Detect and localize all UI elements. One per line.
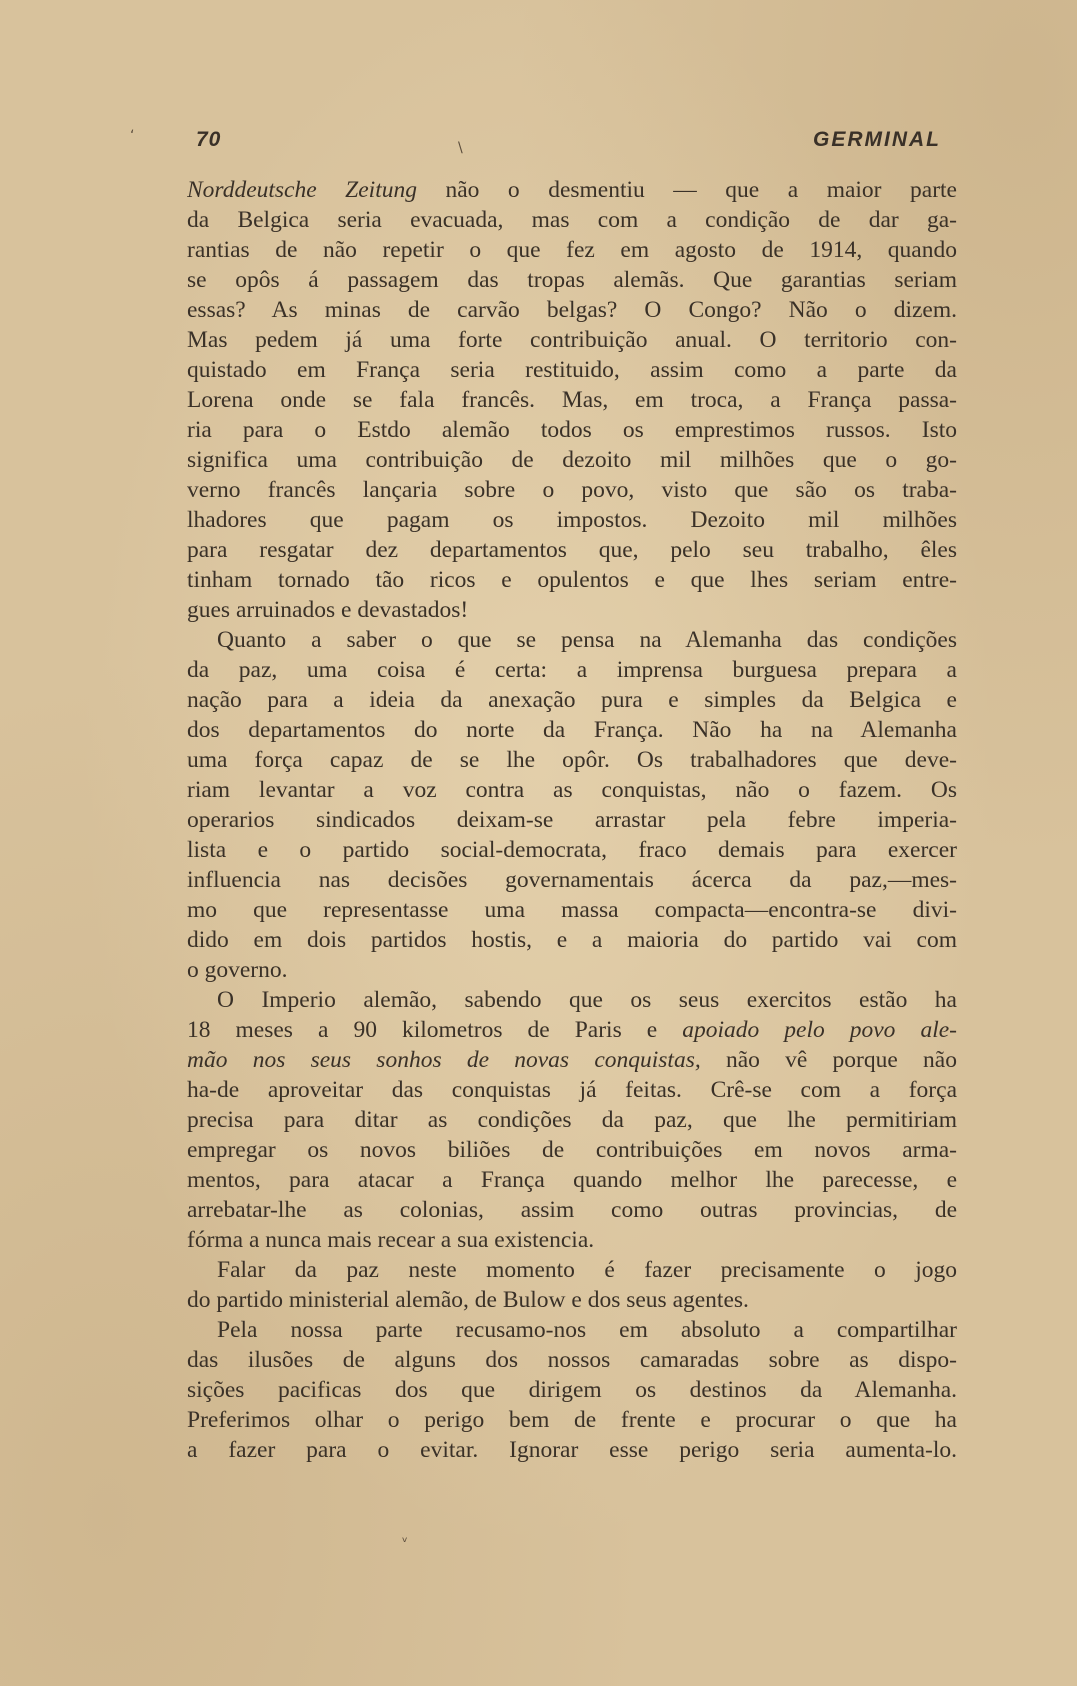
line-text: quistado em França seria restituido, assim como a parte da bbox=[187, 357, 957, 383]
text-line bbox=[187, 445, 957, 475]
line-text: Mas pedem já uma forte contribuição anual. O territorio con- bbox=[187, 327, 957, 353]
text-line bbox=[187, 1195, 957, 1225]
text-line bbox=[187, 535, 957, 565]
line-text: a fazer para o evitar. Ignorar esse perigo seria aumenta-lo. bbox=[187, 1437, 957, 1463]
text-line bbox=[187, 235, 957, 265]
text-line bbox=[187, 1345, 957, 1375]
text-line bbox=[187, 865, 957, 895]
line-text: das ilusões de alguns dos nossos camaradas sobre as dispo- bbox=[187, 1347, 957, 1373]
text-line bbox=[187, 1225, 957, 1255]
text-line bbox=[187, 565, 957, 595]
text-line bbox=[187, 205, 957, 235]
text-line bbox=[187, 1315, 957, 1345]
text-line bbox=[187, 1285, 957, 1315]
line-text: operarios sindicados deixam-se arrastar pela febre imperia- bbox=[187, 807, 957, 833]
line-text: Pela nossa parte recusamo-nos em absoluto a compartilhar bbox=[217, 1317, 957, 1343]
line-text: fórma a nunca mais recear a sua existencia. bbox=[187, 1227, 595, 1253]
line-text: dos departamentos do norte da França. Não ha na Alemanha bbox=[187, 717, 957, 743]
text-line bbox=[187, 595, 957, 625]
text-line bbox=[187, 175, 957, 205]
running-head bbox=[196, 128, 941, 158]
line-text: ha-de aproveitar das conquistas já feitas. Crê-se com a força bbox=[187, 1077, 957, 1103]
text-line bbox=[187, 505, 957, 535]
text-line bbox=[187, 415, 957, 445]
line-text: Lorena onde se fala francês. Mas, em troca, a França passa- bbox=[187, 387, 957, 413]
text-line bbox=[187, 805, 957, 835]
line-text: uma força capaz de se lhe opôr. Os trabalhadores que deve- bbox=[187, 747, 957, 773]
line-text: mentos, para atacar a França quando melhor lhe parecesse, e bbox=[187, 1167, 957, 1193]
italic-text: apoiado pelo povo ale- bbox=[682, 1017, 957, 1043]
line-text: o governo. bbox=[187, 957, 288, 983]
line-text: mo que representasse uma massa compacta—encontra-se divi- bbox=[187, 897, 957, 923]
line-text: lhadores que pagam os impostos. Dezoito mil milhões bbox=[187, 507, 957, 533]
line-text: verno francês lançaria sobre o povo, visto que são os traba- bbox=[187, 477, 957, 503]
text-line bbox=[187, 1435, 957, 1465]
text-line bbox=[187, 1105, 957, 1135]
italic-text: mão nos seus sonhos de novas conquistas, bbox=[187, 1047, 701, 1073]
line-text: sições pacificas dos que dirigem os destinos da Alemanha. bbox=[187, 1377, 957, 1403]
line-text: para resgatar dez departamentos que, pelo seu trabalho, êles bbox=[187, 537, 957, 563]
line-text: Preferimos olhar o perigo bem de frente e procurar o que ha bbox=[187, 1407, 957, 1433]
line-text: nação para a ideia da anexação pura e simples da Belgica e bbox=[187, 687, 957, 713]
line-text: se opôs á passagem das tropas alemãs. Que garantias seriam bbox=[187, 267, 957, 293]
page-number: 70 bbox=[196, 128, 222, 151]
line-text: arrebatar-lhe as colonias, assim como outras provincias, de bbox=[187, 1197, 957, 1223]
line-text: não o desmentiu — que a maior parte bbox=[416, 177, 957, 203]
text-line bbox=[187, 1375, 957, 1405]
text-line bbox=[187, 475, 957, 505]
line-text: lista e o partido social-democrata, fraco demais para exercer bbox=[187, 837, 957, 863]
text-line bbox=[187, 835, 957, 865]
text-line bbox=[187, 895, 957, 925]
line-text: ria para o Estdo alemão todos os emprestimos russos. Isto bbox=[187, 417, 957, 443]
line-text: significa uma contribuição de dezoito mil milhões que o go- bbox=[187, 447, 957, 473]
text-line bbox=[187, 265, 957, 295]
text-line bbox=[187, 1255, 957, 1285]
line-text: riam levantar a voz contra as conquistas, não o fazem. Os bbox=[187, 777, 957, 803]
text-line bbox=[187, 715, 957, 745]
line-text: tinham tornado tão ricos e opulentos e que lhes seriam entre- bbox=[187, 567, 957, 593]
line-text: rantias de não repetir o que fez em agosto de 1914, quando bbox=[187, 237, 957, 263]
line-text: da paz, uma coisa é certa: a imprensa burguesa prepara a bbox=[187, 657, 957, 683]
line-text: dido em dois partidos hostis, e a maioria do partido vai com bbox=[187, 927, 957, 953]
line-text: gues arruinados e devastados! bbox=[187, 597, 469, 623]
line-text: do partido ministerial alemão, de Bulow e dos seus agentes. bbox=[187, 1287, 749, 1313]
text-line bbox=[187, 1015, 957, 1045]
line-text: 18 meses a 90 kilometros de Paris e bbox=[187, 1017, 683, 1043]
text-line bbox=[187, 295, 957, 325]
text-line bbox=[187, 955, 957, 985]
text-line bbox=[187, 625, 957, 655]
text-line bbox=[187, 685, 957, 715]
print-speck: ᵥ bbox=[402, 1530, 408, 1546]
line-text: da Belgica seria evacuada, mas com a condição de dar ga- bbox=[187, 207, 957, 233]
line-text: O Imperio alemão, sabendo que os seus exercitos estão ha bbox=[217, 987, 957, 1013]
text-line bbox=[187, 385, 957, 415]
line-text: precisa para ditar as condições da paz, que lhe permitiriam bbox=[187, 1107, 957, 1133]
body-text bbox=[187, 175, 957, 1465]
text-line bbox=[187, 325, 957, 355]
text-line bbox=[187, 1075, 957, 1105]
text-line bbox=[187, 1405, 957, 1435]
running-title: GERMINAL bbox=[813, 128, 941, 151]
print-speck: \ bbox=[458, 140, 463, 156]
text-line bbox=[187, 775, 957, 805]
line-text: empregar os novos biliões de contribuições em novos arma- bbox=[187, 1137, 957, 1163]
print-speck: ‘ bbox=[130, 128, 135, 144]
line-text: não vê porque não bbox=[700, 1047, 957, 1073]
text-line bbox=[187, 655, 957, 685]
text-line bbox=[187, 1135, 957, 1165]
line-text: Falar da paz neste momento é fazer precisamente o jogo bbox=[217, 1257, 957, 1283]
text-line bbox=[187, 985, 957, 1015]
text-line bbox=[187, 1045, 957, 1075]
text-line bbox=[187, 925, 957, 955]
line-text: Quanto a saber o que se pensa na Alemanha das condições bbox=[217, 627, 957, 653]
text-line bbox=[187, 355, 957, 385]
line-text: influencia nas decisões governamentais ácerca da paz,—mes- bbox=[187, 867, 957, 893]
text-line bbox=[187, 745, 957, 775]
italic-text: Norddeutsche Zeitung bbox=[187, 177, 417, 203]
text-line bbox=[187, 1165, 957, 1195]
line-text: essas? As minas de carvão belgas? O Congo? Não o dizem. bbox=[187, 297, 957, 323]
